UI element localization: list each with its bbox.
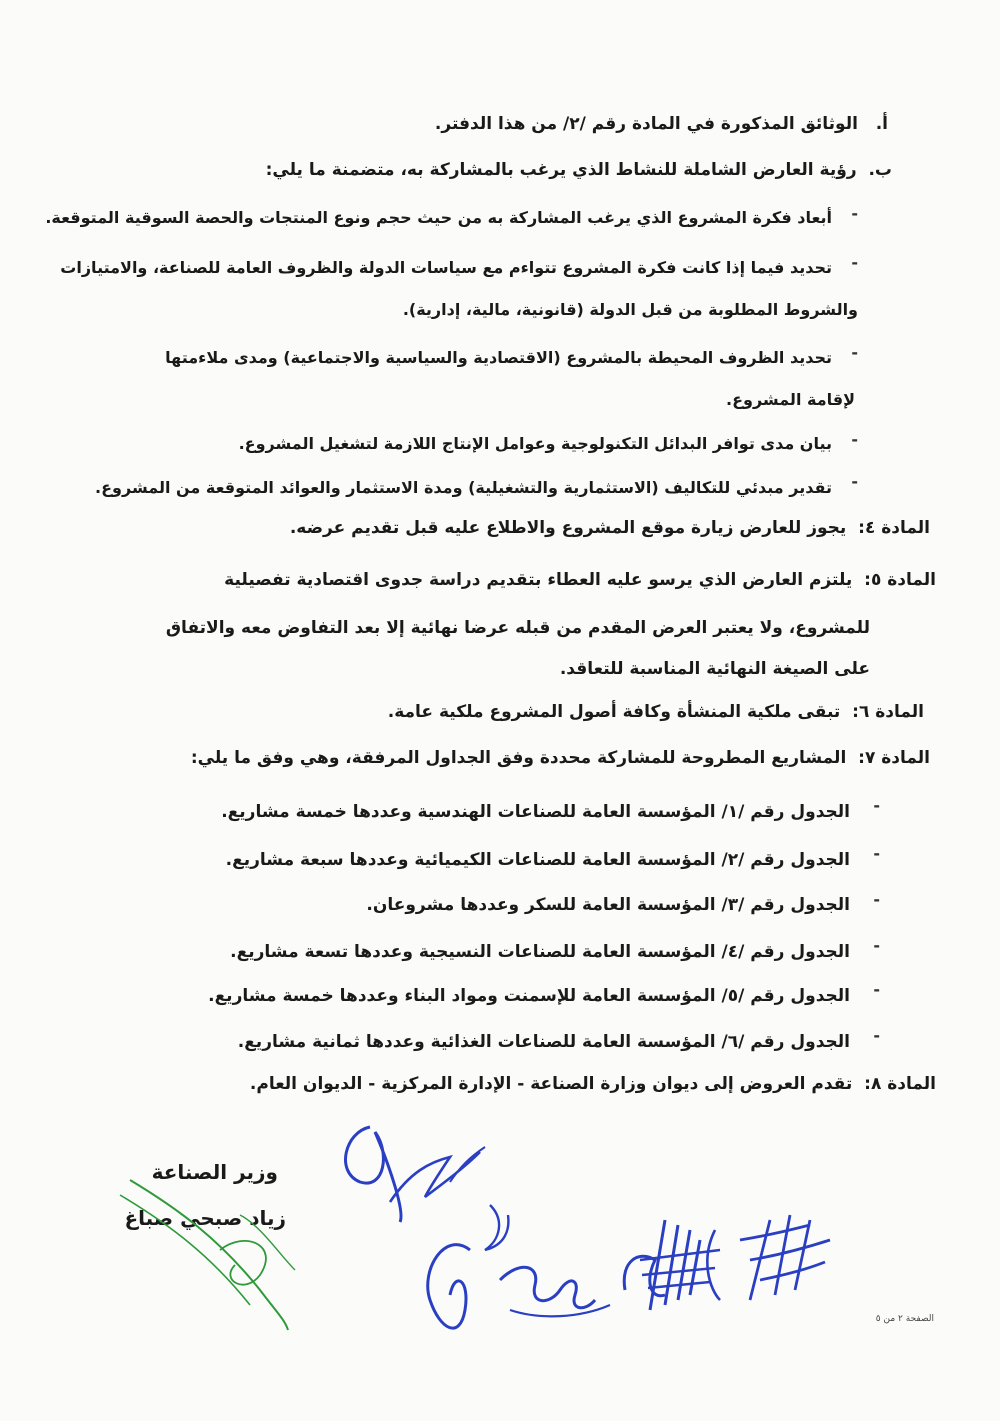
article-4 — [290, 516, 930, 540]
bullet-3-line-1: تحديد الظروف المحيطة بالمشروع (الاقتصادية والسياسية والاجتماعية) ومدى ملاءمتها — [165, 348, 832, 367]
bullet-dash: - — [851, 343, 858, 362]
table-5: الجدول رقم /٥/ المؤسسة العامة للإسمنت ومواد البناء وعددها خمسة مشاريع. — [208, 986, 850, 1006]
item-a-text: الوثائق المذكورة في المادة رقم /٢/ من هذا الدفتر. — [434, 114, 858, 134]
table-1: الجدول رقم /١/ المؤسسة العامة للصناعات الهندسية وعددها خمسة مشاريع. — [221, 802, 850, 822]
table-dash: - — [873, 980, 880, 999]
article-8-label: المادة ٨: — [864, 1074, 936, 1094]
article-5-label: المادة ٥: — [864, 570, 936, 590]
table-2: الجدول رقم /٢/ المؤسسة العامة للصناعات الكيميائية وعددها سبعة مشاريع. — [225, 850, 850, 870]
item-b — [266, 158, 892, 182]
bullet-dash: - — [851, 253, 858, 272]
bullet-3-line-2: لإقامة المشروع. — [726, 390, 855, 409]
item-b-text: رؤية العارض الشاملة للنشاط الذي يرغب بالمشاركة به، متضمنة ما يلي: — [265, 160, 857, 180]
article-8 — [250, 1072, 936, 1096]
article-5-text-1: يلتزم العارض الذي يرسو عليه العطاء بتقديم دراسة جدوى اقتصادية تفصيلية — [224, 570, 853, 590]
table-dash: - — [873, 844, 880, 863]
item-a-marker: أ. — [875, 114, 888, 134]
bullet-dash: - — [851, 472, 858, 491]
article-4-label: المادة ٤: — [858, 518, 930, 538]
table-6: الجدول رقم /٦/ المؤسسة العامة للصناعات الغذائية وعددها ثمانية مشاريع. — [237, 1032, 850, 1052]
article-5-line-3: على الصيغة النهائية المناسبة للتعاقد. — [559, 659, 870, 679]
article-7-text: المشاريع المطروحة للمشاركة محددة وفق الجداول المرفقة، وهي وفق ما يلي: — [190, 748, 847, 768]
article-7 — [191, 746, 930, 770]
green-signature — [110, 1170, 330, 1340]
bullet-1: أبعاد فكرة المشروع الذي يرغب المشاركة به من حيث حجم ونوع المنتجات والحصة السوقية المتوقعة. — [45, 208, 832, 227]
article-8-text: تقدم العروض إلى ديوان وزارة الصناعة - الإدارة المركزية - الديوان العام. — [249, 1074, 853, 1094]
blue-signature-2 — [410, 1200, 930, 1370]
article-7-label: المادة ٧: — [858, 748, 930, 768]
bullet-4: بيان مدى توافر البدائل التكنولوجية وعوامل الإنتاج اللازمة لتشغيل المشروع. — [238, 434, 832, 453]
table-dash: - — [873, 1026, 880, 1045]
bullet-dash: - — [851, 204, 858, 223]
article-6-label: المادة ٦: — [852, 702, 924, 722]
article-6-text: تبقى ملكية المنشأة وكافة أصول المشروع ملكية عامة. — [387, 702, 841, 722]
item-b-marker: ب. — [868, 160, 892, 180]
bullet-5: تقدير مبدئي للتكاليف (الاستثمارية والتشغيلية) ومدة الاستثمار والعوائد المتوقعة من المشروع. — [95, 478, 832, 497]
article-5-line-2: للمشروع، ولا يعتبر العرض المقدم من قبله عرضا نهائية إلا بعد التفاوض معه والاتفاق — [165, 618, 870, 638]
article-6 — [388, 700, 924, 724]
bullet-dash: - — [851, 430, 858, 449]
table-dash: - — [873, 890, 880, 909]
table-4: الجدول رقم /٤/ المؤسسة العامة للصناعات النسيجية وعددها تسعة مشاريع. — [230, 942, 850, 962]
minister-title: وزير الصناعة — [151, 1160, 278, 1184]
article-4-text: يجوز للعارض زيارة موقع المشروع والاطلاع عليه قبل تقديم عرضه. — [289, 518, 847, 538]
article-5-line-1 — [224, 568, 936, 592]
table-dash: - — [873, 936, 880, 955]
bullet-2-line-1: تحديد فيما إذا كانت فكرة المشروع تتواءم مع سياسات الدولة والظروف العامة للصناعة، والامتيازات — [60, 258, 832, 277]
table-dash: - — [873, 796, 880, 815]
table-3: الجدول رقم /٣/ المؤسسة العامة للسكر وعددها مشروعان. — [366, 895, 850, 915]
item-a — [435, 112, 888, 136]
page-number: الصفحة ٢ من ٥ — [875, 1314, 934, 1324]
minister-name: زياد صبحي صباغ — [124, 1206, 286, 1230]
bullet-2-line-2: والشروط المطلوبة من قبل الدولة (قانونية، مالية، إدارية). — [402, 300, 858, 319]
